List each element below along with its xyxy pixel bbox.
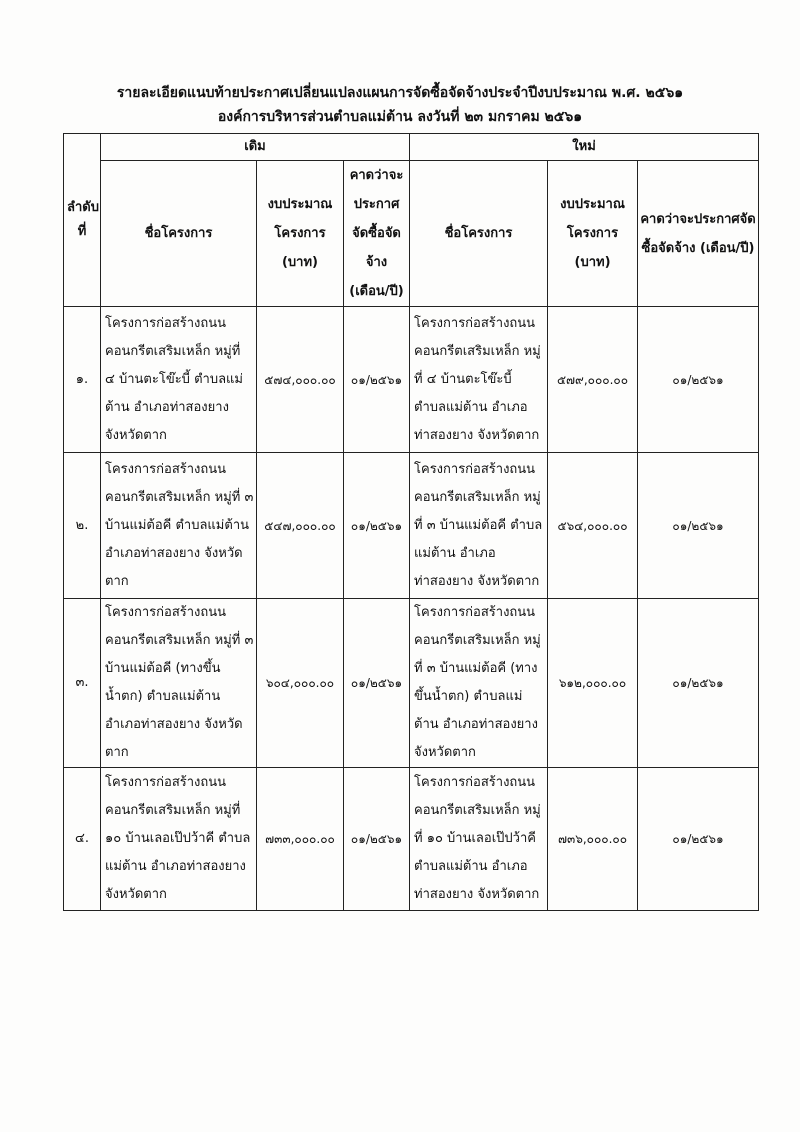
new-announce-date: ๐๑/๒๕๖๑ [638,768,759,911]
table-row [64,307,759,453]
table-row [64,768,759,911]
old-budget: ๕๗๔,๐๐๐.๐๐ [257,307,344,453]
header-old-budget: งบประมาณโครงการ (บาท) [257,161,344,307]
header-old-project-name: ชื่อโครงการ [101,161,257,307]
header-new-project-name: ชื่อโครงการ [410,161,548,307]
procurement-table [63,133,759,911]
old-announce-date: ๐๑/๒๕๖๑ [344,453,410,599]
header-new-group: ใหม่ [410,134,759,161]
old-project-name: โครงการก่อสร้างถนนคอนกรีตเสริมเหล็ก หมู่ที่ ๓ บ้านแม่ต้อคี (ทางขึ้นน้ำตก) ตำบลแม่ต้าน อำเภอท่าสองยาง จังหวัดตาก [101,599,257,768]
new-budget: ๕๗๙,๐๐๐.๐๐ [548,307,638,453]
table-row [64,453,759,599]
new-announce-date: ๐๑/๒๕๖๑ [638,307,759,453]
new-budget: ๖๑๒,๐๐๐.๐๐ [548,599,638,768]
old-project-name: โครงการก่อสร้างถนนคอนกรีตเสริมเหล็ก หมู่ที่ ๓ บ้านแม่ต้อคี ตำบลแม่ต้าน อำเภอท่าสองยาง จังหวัดตาก [101,453,257,599]
header-no: ลำดับที่ [64,134,101,307]
header-new-announce: คาดว่าจะประกาศจัดซื้อจัดจ้าง (เดือน/ปี) [638,161,759,307]
header-group-row [64,134,759,161]
new-project-name: โครงการก่อสร้างถนนคอนกรีตเสริมเหล็ก หมู่ที่ ๑๐ บ้านเลอเป๊ปว้าคี ตำบลแม่ต้าน อำเภอท่าสองยาง จังหวัดตาก [410,768,548,911]
old-announce-date: ๐๑/๒๕๖๑ [344,599,410,768]
row-number: ๓. [64,599,101,768]
table-row [64,599,759,768]
row-number: ๑. [64,307,101,453]
new-budget: ๗๓๖,๐๐๐.๐๐ [548,768,638,911]
new-announce-date: ๐๑/๒๕๖๑ [638,453,759,599]
new-project-name: โครงการก่อสร้างถนนคอนกรีตเสริมเหล็ก หมู่ที่ ๓ บ้านแม่ต้อคี ตำบลแม่ต้าน อำเภอท่าสองยาง จังหวัดตาก [410,453,548,599]
new-project-name: โครงการก่อสร้างถนนคอนกรีตเสริมเหล็ก หมู่ที่ ๔ บ้านตะโข๊ะบี้ ตำบลแม่ต้าน อำเภอท่าสองยาง จังหวัดตาก [410,307,548,453]
old-budget: ๕๔๗,๐๐๐.๐๐ [257,453,344,599]
header-new-budget: งบประมาณโครงการ (บาท) [548,161,638,307]
new-budget: ๕๖๔,๐๐๐.๐๐ [548,453,638,599]
old-announce-date: ๐๑/๒๕๖๑ [344,307,410,453]
old-announce-date: ๐๑/๒๕๖๑ [344,768,410,911]
old-budget: ๖๐๔,๐๐๐.๐๐ [257,599,344,768]
header-old-announce: คาดว่าจะประกาศจัดซื้อจัดจ้าง (เดือน/ปี) [344,161,410,307]
row-number: ๒. [64,453,101,599]
document-title: รายละเอียดแนบท้ายประกาศเปลี่ยนแปลงแผนการจัดซื้อจัดจ้างประจำปีงบประมาณ พ.ศ. ๒๕๖๑ [116,85,684,101]
new-announce-date: ๐๑/๒๕๖๑ [638,599,759,768]
old-budget: ๗๓๓,๐๐๐.๐๐ [257,768,344,911]
new-project-name: โครงการก่อสร้างถนนคอนกรีตเสริมเหล็ก หมู่ที่ ๓ บ้านแม่ต้อคี (ทางขึ้นน้ำตก) ตำบลแม่ต้าน อำเภอท่าสองยาง จังหวัดตาก [410,599,548,768]
document-subtitle: องค์การบริหารส่วนตำบลแม่ต้าน ลงวันที่ ๒๓ มกราคม ๒๕๖๑ [217,109,583,125]
header-old-group: เดิม [101,134,410,161]
old-project-name: โครงการก่อสร้างถนนคอนกรีตเสริมเหล็ก หมู่ที่ ๔ บ้านตะโข๊ะบี้ ตำบลแม่ต้าน อำเภอท่าสองยาง จังหวัดตาก [101,307,257,453]
old-project-name: โครงการก่อสร้างถนนคอนกรีตเสริมเหล็ก หมู่ที่ ๑๐ บ้านเลอเป๊ปว้าคี ตำบลแม่ต้าน อำเภอท่าสองยาง จังหวัดตาก [101,768,257,911]
row-number: ๔. [64,768,101,911]
header-column-row [64,161,759,307]
